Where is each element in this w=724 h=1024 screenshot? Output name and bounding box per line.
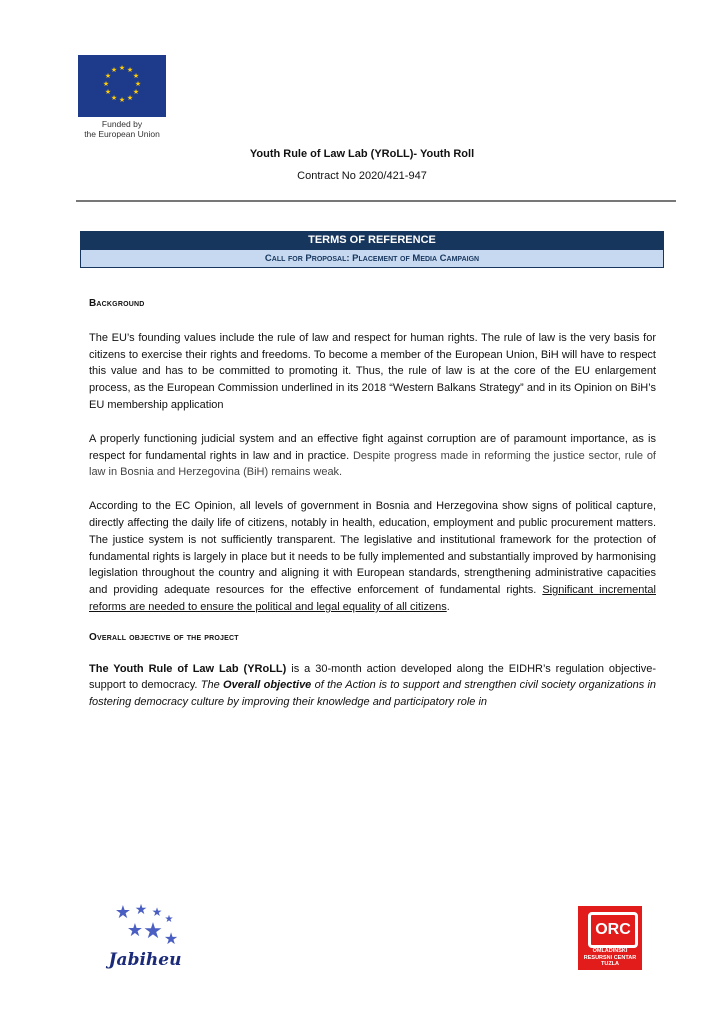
orc-line-2: RESURSNI CENTAR <box>583 954 637 961</box>
tor-title: TERMS OF REFERENCE <box>81 232 663 249</box>
svg-text:★: ★ <box>118 64 126 72</box>
objective-italic-2: of the Action is to support and strengthen civil society organizations in fostering democracy culture by improving their knowledge and participatory role in <box>89 679 657 709</box>
paragraph-3-main: According to the EC Opinion, all levels of government in Bosnia and Herzegovina show signs of political capture, directly affecting the daily life of citizens, notably in health, education, employment and public procurement matters. The justice system is not sufficiently transparent. The legislative and institutional framework for the protection of fundamental rights is largely in place but it needs to be fully implemented and substantially improved by harmonising legislation throughout the country and aligning it with European standards, strengthening administrative capacities and providing adequate resources for the effective enforcement of fundamental rights. <box>89 500 656 597</box>
svg-text:★: ★ <box>104 88 112 96</box>
eu-flag-icon <box>78 55 166 117</box>
funded-caption-line-2: the European Union <box>84 129 160 139</box>
svg-text:★: ★ <box>110 94 118 102</box>
funded-caption-line-1: Funded by <box>101 119 143 129</box>
eu-stars-icon <box>78 55 166 117</box>
terms-of-reference-box <box>80 231 664 268</box>
svg-text:★: ★ <box>134 902 148 918</box>
project-title: Youth Rule of Law Lab (YRoLL)- Youth Roll <box>249 148 475 160</box>
objective-paragraph <box>89 661 656 711</box>
eu-logo <box>78 55 168 139</box>
paragraph-2-main: A properly functioning judicial system and an effective fight against corruption are of paramount importance, as is respect for fundamental rights in law and in practice. <box>89 432 656 462</box>
svg-text:★: ★ <box>134 80 142 88</box>
background-paragraph-3: According to the EC Opinion, all levels of government in Bosnia and Herzegovina show signs of political capture, directly affecting the daily life of citizens, notably in health, education, employment and public procurement matters. The justice system is not sufficiently transparent. The legislative and institutional framework for the protection of fundamental rights is largely in place but it needs to be fully implemented and substantially improved by harmonising legislation throughout the country and aligning it with European standards, strengthening administrative capacities and providing adequate resources for the effective enforcement of fundamental rights. Significant incremental reforms are needed to ensure the political and legal equality of all citizens. <box>89 500 656 613</box>
objective-project-name: The Youth Rule of Law Lab (YRoLL) <box>89 662 287 675</box>
tor-subtitle: Call for Proposal: Placement of Media Campaign <box>81 249 663 267</box>
orc-line-3: TUZLA <box>600 961 620 967</box>
svg-text:★: ★ <box>132 88 140 96</box>
orc-logo-text <box>578 948 642 968</box>
svg-text:★: ★ <box>163 929 179 948</box>
header-divider <box>76 200 676 202</box>
background-paragraph-1: The EU’s founding values include the rule of law and respect for human rights. The rule of law is the very basis for citizens to exercise their rights and freedoms. To become a member of the European Union, BiH will have to respect this value and has to be committed to promoting it. Thus, the rule of law is at the core of the EU enlargement process, as the European Commission underlined in its 2018 “Western Balkans Strategy” and in its Opinion on BiH’s EU membership application <box>89 331 656 411</box>
background-heading: Background <box>89 298 145 309</box>
svg-text:★: ★ <box>164 914 174 925</box>
svg-text:★: ★ <box>132 72 140 80</box>
svg-text:★: ★ <box>151 905 163 919</box>
contract-number: Contract No 2020/421-947 <box>297 170 427 182</box>
svg-text:★: ★ <box>104 72 112 80</box>
svg-text:★: ★ <box>110 66 118 74</box>
objective-bold-italic: Overall objective <box>223 679 312 692</box>
svg-text:★: ★ <box>126 66 134 74</box>
svg-text:★: ★ <box>118 96 126 104</box>
objective-text: is a 30-month action developed along the EIDHR’s regulation objective-support to democracy. <box>89 662 656 692</box>
svg-text:★: ★ <box>143 919 163 944</box>
orc-line-1: OMLADINSKI <box>592 948 628 954</box>
svg-text:★: ★ <box>126 920 144 941</box>
svg-text:★: ★ <box>114 902 132 923</box>
stars-icon <box>105 900 185 952</box>
document-body <box>89 296 656 711</box>
orc-logo-mark: ORC <box>588 912 638 948</box>
jabiheu-logo-text: Jabiheu <box>108 950 182 970</box>
eu-caption <box>76 119 168 139</box>
svg-text:★: ★ <box>126 94 134 102</box>
orc-logo <box>578 906 642 970</box>
jabiheu-logo <box>105 900 185 975</box>
background-paragraph-2 <box>89 431 656 481</box>
paragraph-3-underlined: Significant incremental reforms are needed to ensure the political and legal equality of all citizens <box>89 584 656 613</box>
svg-text:★: ★ <box>102 80 110 88</box>
objective-heading: Overall objective of the project <box>89 631 239 643</box>
paragraph-2-grey: Despite progress made in reforming the justice sector, rule of law in Bosnia and Herzegovina (BiH) remains weak. <box>89 449 656 479</box>
objective-italic-1: The <box>200 679 220 692</box>
